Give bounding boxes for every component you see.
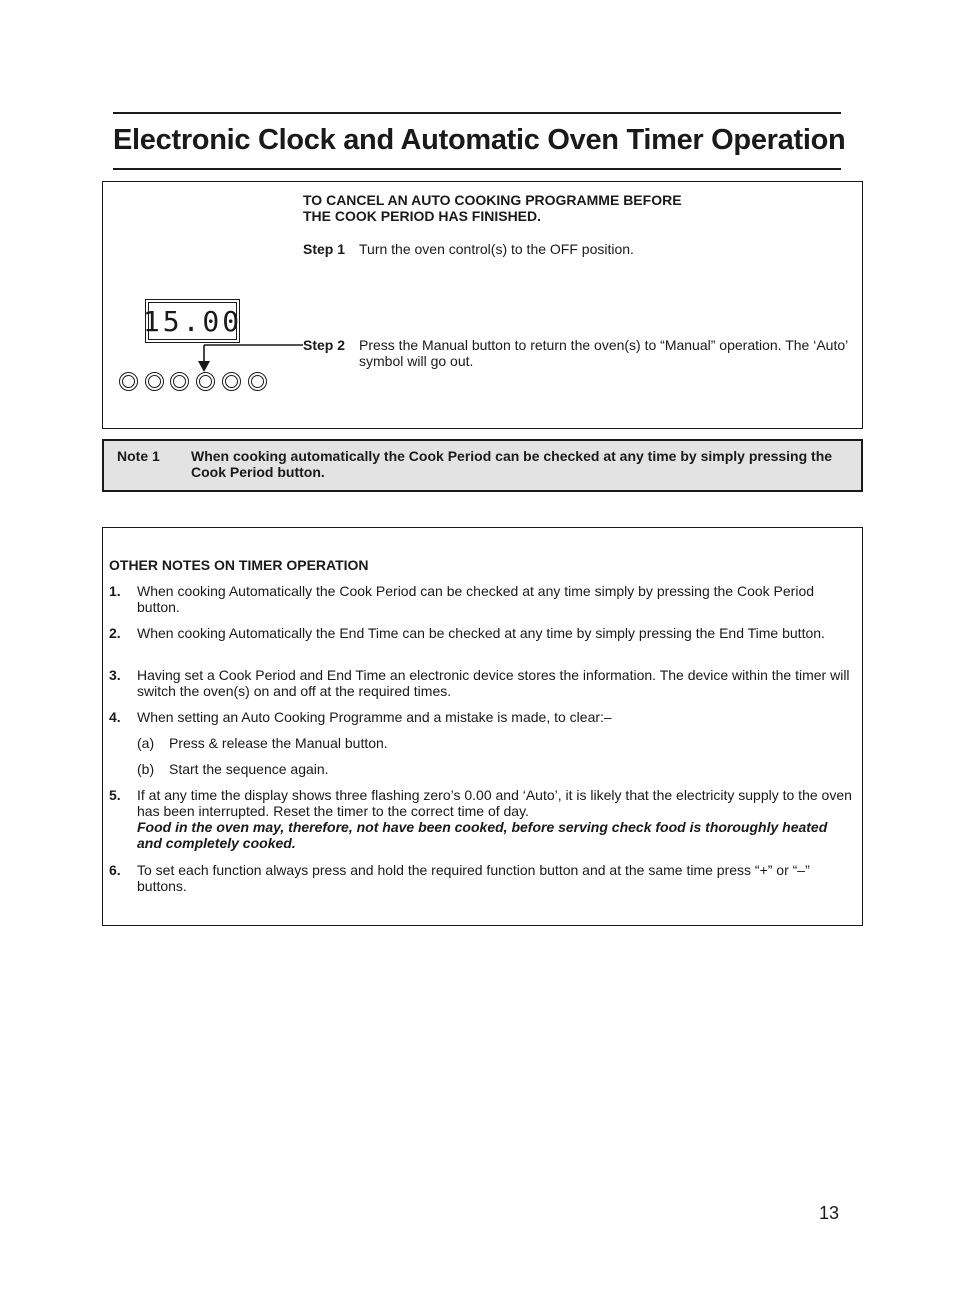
timer-display: 15.00: [145, 299, 240, 343]
list-item-number: 3.: [109, 667, 121, 683]
timer-button-2: [145, 372, 164, 391]
list-item: When cooking Automatically the End Time can be checked at any time by simply pressing the End Time button.: [137, 625, 825, 641]
step-1-label: Step 1: [303, 241, 346, 257]
page-title: Electronic Clock and Automatic Oven Timer Operation: [113, 124, 846, 156]
list-item: Having set a Cook Period and End Time an electronic device stores the information. The device within the timer will switch the oven(s) on and off at the required times.: [137, 667, 850, 699]
list-item-number: 4.: [109, 709, 121, 725]
sub-item-label: (b): [137, 761, 155, 777]
sub-item: Start the sequence again.: [169, 761, 329, 777]
timer-button-6: [248, 372, 267, 391]
other-notes-heading: OTHER NOTES ON TIMER OPERATION: [109, 557, 369, 573]
list-item-number: 2.: [109, 625, 121, 641]
title-rule-bottom: [113, 168, 841, 170]
note-text: When cooking automatically the Cook Period can be checked at any time by simply pressing the Cook Period button.: [191, 448, 833, 480]
list-item: To set each function always press and hold the required function button and at the same time press “+” or “–” buttons.: [137, 862, 810, 894]
list-item-text: If at any time the display shows three flashing zero’s 0.00 and ‘Auto’, it is likely that the electricity supply to the oven has been interrupted. Reset the timer to the correct time of day.: [137, 787, 852, 819]
list-item: When cooking Automatically the Cook Period can be checked at any time simply by pressing the Cook Period button.: [137, 583, 815, 615]
title-rule-top: [113, 112, 841, 114]
page-number: 13: [819, 1203, 840, 1223]
note-label: Note 1: [117, 448, 160, 464]
sub-item: Press & release the Manual button.: [169, 735, 388, 751]
step-2-text: Press the Manual button to return the oven(s) to “Manual” operation. The ‘Auto’ symbol will go out.: [359, 337, 848, 369]
timer-button-1: [119, 372, 138, 391]
timer-button-5: [222, 372, 241, 391]
timer-button-manual: [196, 372, 215, 391]
cancel-heading-line1: TO CANCEL AN AUTO COOKING PROGRAMME BEFORE: [303, 192, 682, 208]
list-item-number: 1.: [109, 583, 121, 599]
cancel-heading-line2: THE COOK PERIOD HAS FINISHED.: [303, 208, 542, 224]
step-2-label: Step 2: [303, 337, 346, 353]
list-item-number: 5.: [109, 787, 121, 803]
list-item-number: 6.: [109, 862, 121, 878]
sub-item-label: (a): [137, 735, 155, 751]
step-1-text: Turn the oven control(s) to the OFF position.: [359, 241, 634, 257]
timer-button-3: [170, 372, 189, 391]
cancel-heading: [303, 192, 682, 224]
step-2-pointer-arrow: [190, 340, 304, 374]
list-item: When setting an Auto Cooking Programme and a mistake is made, to clear:–: [137, 709, 612, 725]
food-warning: Food in the oven may, therefore, not have been cooked, before serving check food is thoroughly heated and completely cooked.: [137, 819, 828, 851]
list-item: [137, 787, 852, 851]
